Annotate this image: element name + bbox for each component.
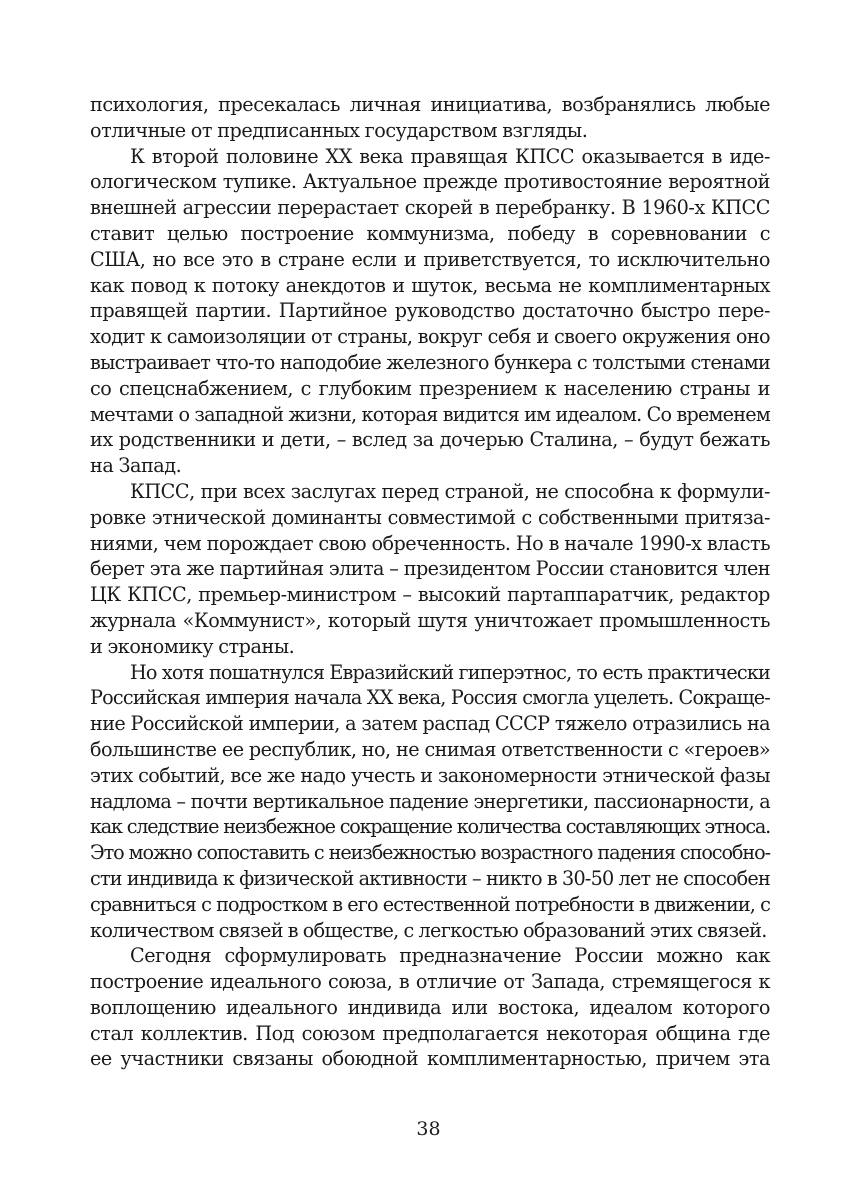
text-line: ее участники связаны обоюдной комплиментарностью, причем эта (90, 1047, 770, 1071)
text-line: большинстве ее республик, но, не снимая ответственности с «героев» (90, 737, 770, 761)
text-line: стал коллектив. Под союзом предполагается некоторая община где (90, 1021, 770, 1045)
text-line: ходит к самоизоляции от страны, вокруг себя и своего окружения оно (90, 325, 770, 349)
text-line: надлома – почти вертикальное падение энергетики, пассионарности, а (90, 789, 770, 813)
text-line: психология, пресекалась личная инициатива, возбранялись любые (90, 93, 770, 116)
text-line: ровке этнической доминанты совместимой с собственными притяза- (90, 505, 770, 529)
text-line: мечтами о западной жизни, которая видится им идеалом. Со временем (90, 402, 770, 426)
text-line: внешней агрессии перерастает скорей в перебранку. В 1960-х КПСС (90, 196, 770, 220)
text-line: на Запад. (90, 454, 182, 478)
text-line: берет эта же партийная элита – президентом России становится член (90, 557, 770, 581)
text-line: со спецснабжением, с глубоким презрением к населению страны и (90, 376, 770, 400)
text-line: отличные от предписанных государством взгляды. (90, 118, 588, 142)
text-line: ставит целью построение коммунизма, победу в соревновании с (90, 221, 770, 245)
text-line: Но хотя пошатнулся Евразийский гиперэтнос, то есть практически (130, 660, 770, 684)
text-line: и экономику страны. (90, 634, 295, 658)
text-line: построение идеального союза, в отличие от Запада, стремящегося к (90, 970, 770, 994)
text-line: ологическом тупике. Актуальное прежде противостояние вероятной (90, 170, 770, 194)
text-line: как повод к потоку анекдотов и шуток, весьма не комплиментарных (90, 273, 770, 297)
text-line: этих событий, все же надо учесть и закономерности этнической фазы (90, 763, 770, 787)
text-line: сти индивида к физической активности – никто в 30-50 лет не способен (90, 866, 770, 890)
page-number: 38 (416, 1118, 441, 1140)
text-line: сравниться с подростком в его естественной потребности в движении, с (90, 892, 770, 916)
text-line: журнала «Коммунист», который шутя уничтожает промышленность (90, 608, 770, 632)
text-line: США, но все это в стране если и приветствуется, то исключительно (90, 247, 770, 271)
text-line: ЦК КПСС, премьер-министром – высокий партаппаратчик, редактор (90, 583, 770, 607)
text-line: их родственники и дети, – вслед за дочерью Сталина, – будут бежать (90, 428, 770, 452)
text-line: выстраивает что-то наподобие железного бункера с толстыми стенами (90, 350, 770, 374)
text-line: ниями, чем порождает свою обреченность. Но в начале 1990-х власть (90, 531, 770, 555)
page-body (90, 92, 770, 1072)
text-line: воплощению идеального индивида или востока, идеалом которого (90, 995, 770, 1019)
text-line: как следствие неизбежное сокращение количества составляющих этноса. (90, 815, 770, 839)
text-line: количеством связей в обществе, с легкостью образований этих связей. (90, 918, 767, 942)
text-line: Сегодня сформулировать предназначение России можно как (130, 944, 770, 968)
text-line: К второй половине XX века правящая КПСС оказывается в иде- (130, 144, 770, 168)
text-line: Российская империя начала XX века, Россия смогла уцелеть. Сокраще- (90, 686, 770, 710)
text-line: ние Российской империи, а затем распад СССР тяжело отразились на (90, 712, 770, 736)
text-line: Это можно сопоставить с неизбежностью возрастного падения способно- (90, 841, 770, 865)
text-line: правящей партии. Партийное руководство достаточно быстро пере- (90, 299, 770, 323)
text-line: КПСС, при всех заслугах перед страной, не способна к формули- (130, 479, 770, 503)
